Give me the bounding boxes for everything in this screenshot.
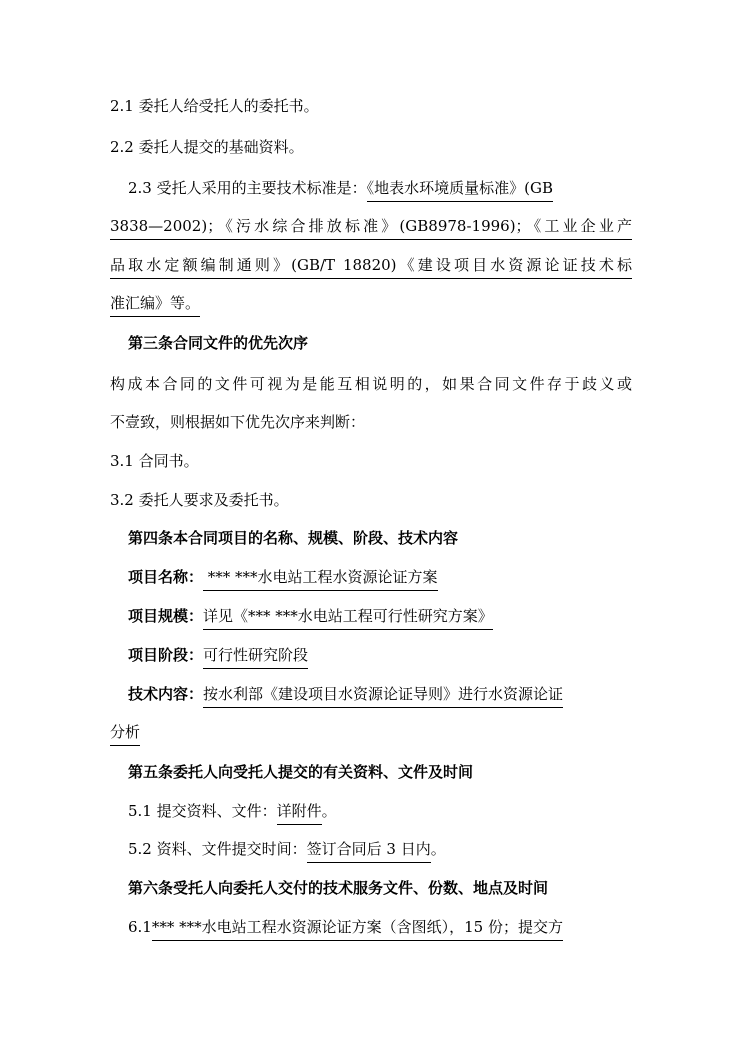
clause-6-1	[128, 917, 563, 937]
clause-6-1-value: *** ***水电站工程水资源论证方案（含图纸），15 份；提交方	[152, 918, 563, 941]
clause-3-2: 3.2 委托人要求及委托书。	[110, 491, 289, 509]
tech-content-value: 按水利部《建设项目水资源论证导则》进行水资源论证	[203, 685, 563, 708]
project-stage-value: 可行性研究阶段	[203, 646, 308, 669]
clause-5-2-prefix: 5.2 资料、文件提交时间：	[128, 840, 307, 858]
project-scale-label: 项目规模：	[128, 607, 204, 625]
clause-5-2	[128, 839, 446, 859]
clause-6-1-prefix: 6.1	[128, 918, 152, 936]
clause-5-1	[128, 801, 337, 821]
clause-2-3-standard: 《地表水环境质量标准》(GB	[367, 179, 553, 202]
project-stage-row	[128, 645, 308, 665]
article-4-heading: 第四条本合同项目的名称、规模、阶段、技术内容	[128, 529, 459, 547]
tech-content-label: 技术内容：	[128, 685, 204, 703]
clause-3-1: 3.1 合同书。	[110, 452, 199, 470]
clause-2-3-line4	[110, 293, 200, 313]
tech-content-value-2: 分析	[110, 723, 140, 746]
clause-5-1-value: 详附件	[277, 802, 322, 825]
article-3-para-2: 不壹致，则根据如下优先次序来判断：	[110, 413, 366, 431]
article-3-para-1: 构成本合同的文件可视为是能互相说明的，如果合同文件存于歧义或	[110, 375, 632, 393]
project-name-label: 项目名称：	[128, 568, 204, 586]
project-stage-label: 项目阶段：	[128, 646, 204, 664]
clause-5-1-tail: 。	[321, 802, 337, 820]
project-name-row	[128, 567, 438, 587]
article-5-heading: 第五条委托人向受托人提交的有关资料、文件及时间	[128, 763, 474, 781]
standards-line-2: 3838—2002)；《污水综合排放标准》(GB8978-1996)；《工业企业产	[110, 217, 632, 240]
clause-5-1-prefix: 5.1 提交资料、文件：	[128, 802, 277, 820]
project-name-value: *** ***水电站工程水资源论证方案	[203, 568, 438, 591]
project-scale-value: 详见《*** ***水电站工程可行性研究方案》	[203, 607, 493, 630]
article-3-heading: 第三条合同文件的优先次序	[128, 334, 309, 352]
clause-2-3	[128, 178, 553, 198]
tech-content-row	[128, 684, 563, 704]
clause-2-2: 2.2 委托人提交的基础资料。	[110, 138, 304, 156]
standards-line-4: 准汇编》等	[110, 294, 185, 317]
clause-2-3-line3	[110, 255, 632, 275]
standards-line-4-tail: 。	[185, 294, 200, 317]
clause-2-3-line2	[110, 216, 632, 236]
article-6-heading: 第六条受托人向委托人交付的技术服务文件、份数、地点及时间	[128, 879, 549, 897]
clause-2-3-prefix: 2.3 受托人采用的主要技术标准是：	[128, 179, 367, 197]
project-scale-row	[128, 606, 493, 626]
clause-5-2-value: 签订合同后 3 日内	[307, 840, 431, 863]
clause-2-1: 2.1 委托人给受托人的委托书。	[110, 97, 319, 115]
clause-5-2-tail: 。	[430, 840, 446, 858]
standards-line-3: 品取水定额编制通则》(GB/T 18820)《建设项目水资源论证技术标	[110, 256, 632, 279]
tech-content-row-2	[110, 722, 140, 742]
